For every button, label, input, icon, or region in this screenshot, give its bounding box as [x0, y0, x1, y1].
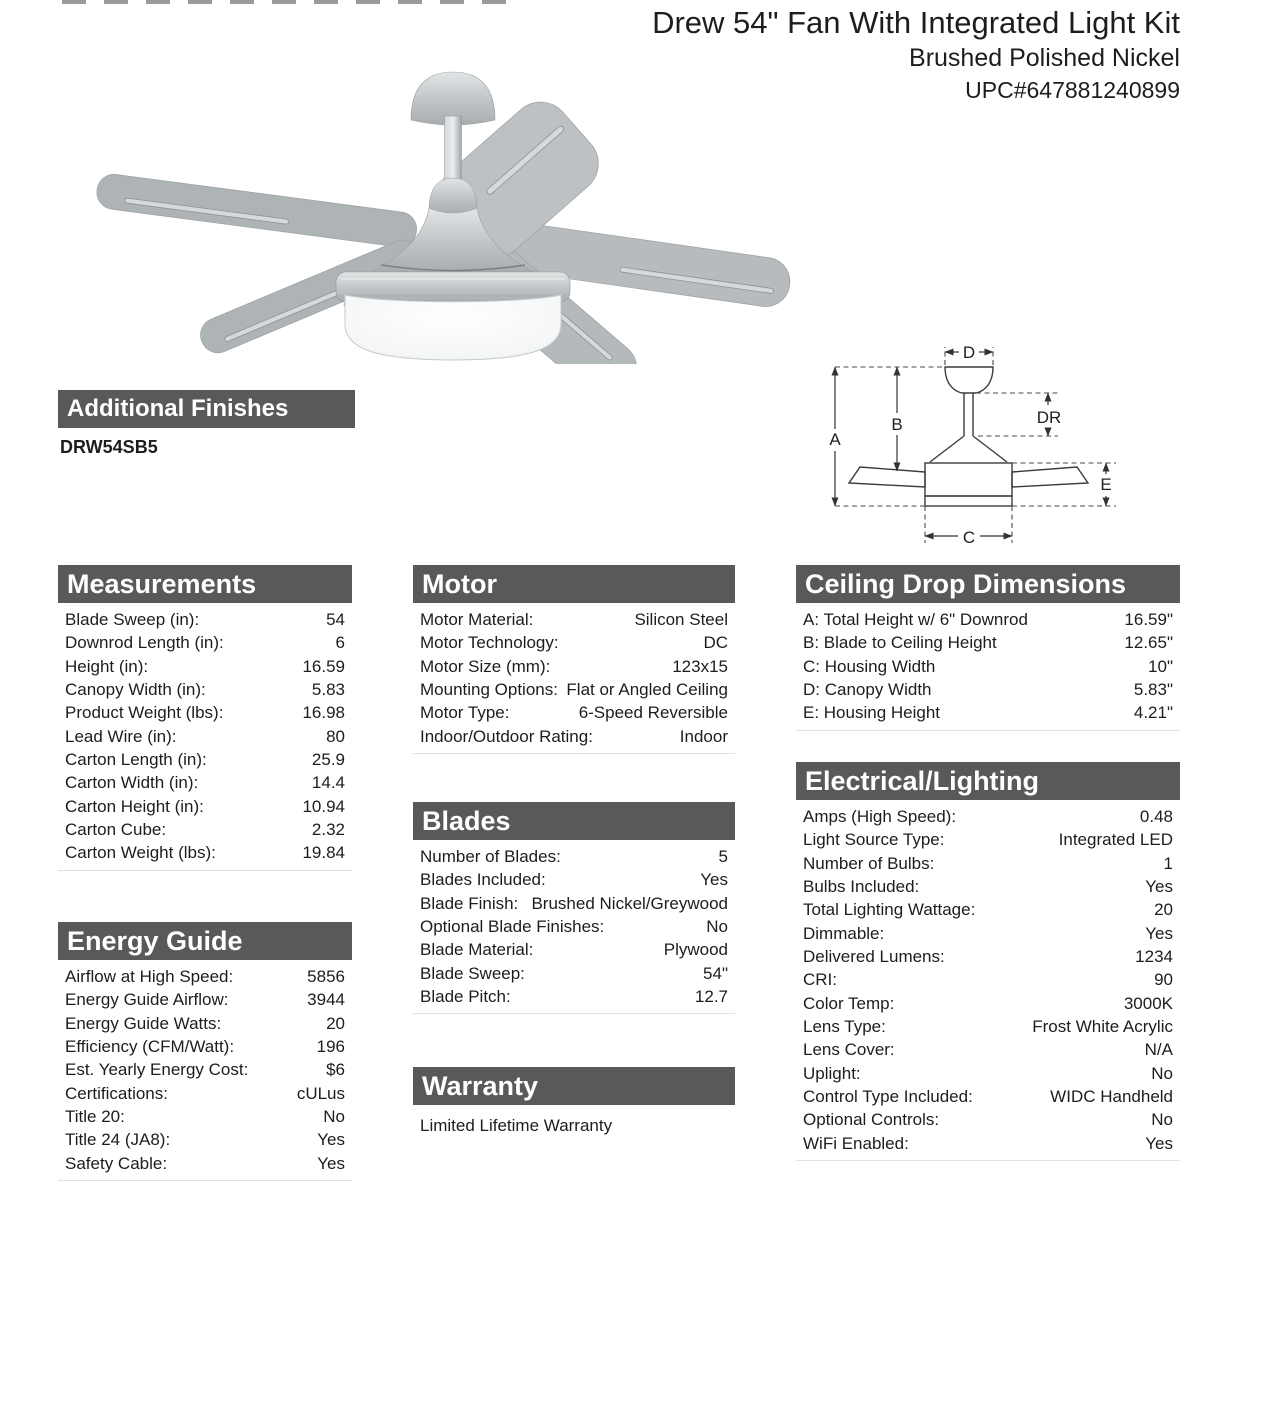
spec-row [58, 988, 352, 1011]
spec-row [413, 985, 735, 1008]
spec-label: Safety Cable: [65, 1153, 168, 1173]
spec-label: Motor Technology: [420, 633, 559, 653]
spec-value: 5856 [307, 967, 345, 986]
spec-label: Canopy Width (in): [65, 680, 206, 700]
spec-label: E: Housing Height [803, 703, 941, 723]
spec-row [796, 1015, 1180, 1038]
spec-value: 4.21" [1133, 703, 1173, 723]
spec-label: Lens Type: [803, 1017, 886, 1037]
energy-guide-section [58, 922, 352, 1181]
blades-section [413, 802, 735, 1014]
spec-value: Plywood [663, 940, 728, 960]
spec-row [413, 655, 735, 678]
spec-row [58, 795, 352, 818]
spec-value: 3944 [307, 990, 345, 1010]
spec-row [796, 945, 1180, 968]
spec-value: No [1151, 1110, 1173, 1130]
spec-row [58, 771, 352, 794]
spec-row [796, 898, 1180, 921]
upc-code: UPC#647881240899 [965, 77, 1180, 103]
spec-value: Flat or Angled Ceiling [566, 680, 728, 700]
spec-value: 90 [1154, 970, 1173, 990]
spec-value: $6 [326, 1060, 345, 1080]
spec-label: Total Lighting Wattage: [803, 900, 976, 920]
diagram-fan-outline [849, 367, 1088, 506]
spec-label: Title 20: [65, 1107, 125, 1127]
spec-row [58, 701, 352, 724]
spec-value: No [323, 1107, 345, 1127]
energy-guide-header: Energy Guide [58, 922, 352, 960]
cutoff-text-remnant [62, 0, 508, 4]
measurements-header: Measurements [58, 565, 352, 603]
spec-label: Lens Cover: [803, 1040, 895, 1060]
spec-value: Frost White Acrylic [1032, 1017, 1173, 1037]
spec-value: Yes [317, 1130, 345, 1150]
spec-value: Indoor [679, 726, 728, 746]
electrical-lighting-table [796, 800, 1180, 1161]
spec-label: Carton Cube: [65, 820, 167, 840]
spec-value: cULus [296, 1083, 345, 1103]
spec-label: Lead Wire (in): [65, 726, 177, 746]
spec-label: Dimmable: [803, 923, 885, 943]
light-kit-lens [345, 295, 561, 360]
spec-row [58, 1152, 352, 1175]
spec-row [413, 915, 735, 938]
spec-value: 3000K [1123, 993, 1173, 1013]
spec-value: 0.48 [1139, 807, 1173, 826]
blades-table [413, 840, 735, 1014]
spec-row [796, 631, 1180, 654]
spec-value: 54 [326, 610, 345, 629]
ceiling-drop-header: Ceiling Drop Dimensions [796, 565, 1180, 603]
spec-value: Yes [700, 870, 728, 890]
spec-label: A: Total Height w/ 6" Downrod [803, 610, 1028, 629]
ceiling-drop-diagram [818, 333, 1163, 558]
dim-label-d: D [962, 343, 976, 362]
spec-row [58, 631, 352, 654]
spec-label: Height (in): [65, 656, 149, 676]
spec-row [796, 805, 1180, 828]
spec-value: Yes [317, 1153, 345, 1173]
spec-label: Blade Finish: [420, 893, 519, 913]
spec-value: Yes [1145, 923, 1173, 943]
diagram-reference-lines [835, 347, 1116, 543]
warranty-note: Limited Lifetime Warranty [420, 1116, 613, 1135]
spec-row [796, 875, 1180, 898]
spec-value: 1 [1163, 853, 1173, 873]
spec-label: WiFi Enabled: [803, 1133, 909, 1153]
warranty-section [413, 1067, 735, 1136]
fan-product-image [78, 52, 802, 364]
spec-value: 10" [1148, 656, 1173, 676]
spec-label: Delivered Lumens: [803, 947, 945, 967]
spec-row [58, 608, 352, 631]
spec-row [413, 892, 735, 915]
spec-label: Airflow at High Speed: [65, 967, 234, 986]
spec-label: Blade Sweep (in): [65, 610, 200, 629]
spec-label: Energy Guide Airflow: [65, 990, 229, 1010]
spec-row [413, 678, 735, 701]
spec-value: Brushed Nickel/Greywood [531, 893, 728, 913]
spec-label: Amps (High Speed): [803, 807, 957, 826]
diagram-labels [829, 343, 1111, 547]
spec-value: 16.59" [1124, 610, 1173, 629]
dim-label-e: E [1100, 475, 1112, 494]
spec-label: Number of Bulbs: [803, 853, 935, 873]
blades-header: Blades [413, 802, 735, 840]
spec-row [58, 1035, 352, 1058]
spec-label: Uplight: [803, 1063, 861, 1083]
spec-value: Integrated LED [1058, 830, 1173, 850]
spec-value: WIDC Handheld [1050, 1087, 1173, 1107]
spec-row [58, 841, 352, 864]
spec-value: 20 [1154, 900, 1173, 920]
spec-value: Yes [1145, 877, 1173, 897]
spec-label: Optional Blade Finishes: [420, 917, 605, 937]
spec-row [796, 1132, 1180, 1155]
spec-value: 123x15 [672, 656, 728, 676]
spec-row [58, 678, 352, 701]
spec-value: 6-Speed Reversible [578, 703, 728, 723]
spec-row [58, 1012, 352, 1035]
spec-label: Motor Type: [420, 703, 510, 723]
spec-label: Carton Height (in): [65, 796, 204, 816]
dim-label-c: C [962, 528, 976, 547]
spec-row [413, 845, 735, 868]
dim-label-dr: DR [1036, 408, 1062, 427]
spec-value: 19.84 [302, 843, 345, 863]
spec-value: N/A [1144, 1040, 1173, 1060]
additional-finishes-section [58, 390, 355, 458]
spec-row [796, 678, 1180, 701]
spec-value: 196 [316, 1037, 345, 1057]
spec-label: Number of Blades: [420, 847, 561, 866]
spec-label: Blade Material: [420, 940, 534, 960]
motor-table [413, 603, 735, 754]
spec-label: B: Blade to Ceiling Height [803, 633, 997, 653]
spec-value: 16.98 [302, 703, 345, 723]
spec-label: Blade Sweep: [420, 963, 525, 983]
spec-value: 12.7 [694, 987, 728, 1007]
spec-value: 54" [703, 963, 728, 983]
spec-row [58, 748, 352, 771]
additional-finishes-header: Additional Finishes [58, 390, 355, 428]
spec-row [58, 1105, 352, 1128]
spec-row [58, 1082, 352, 1105]
spec-row [413, 725, 735, 748]
spec-label: Title 24 (JA8): [65, 1130, 171, 1150]
spec-label: Carton Weight (lbs): [65, 843, 216, 863]
spec-label: Indoor/Outdoor Rating: [420, 726, 593, 746]
spec-row [413, 868, 735, 891]
finish-name: Brushed Polished Nickel [909, 44, 1180, 72]
spec-label: Efficiency (CFM/Watt): [65, 1037, 235, 1057]
measurements-table [58, 603, 352, 871]
finish-model-number: DRW54SB5 [60, 437, 158, 457]
spec-row [58, 725, 352, 748]
spec-value: No [706, 917, 728, 937]
spec-value: 6 [335, 633, 345, 653]
spec-label: Bulbs Included: [803, 877, 920, 897]
spec-row [796, 852, 1180, 875]
spec-label: Light Source Type: [803, 830, 945, 850]
spec-row [413, 962, 735, 985]
spec-value: 12.65" [1124, 633, 1173, 653]
spec-label: Energy Guide Watts: [65, 1013, 222, 1033]
spec-row [796, 922, 1180, 945]
spec-value: 14.4 [311, 773, 345, 793]
spec-label: Optional Controls: [803, 1110, 940, 1130]
motor-header: Motor [413, 565, 735, 603]
spec-value: 5.83" [1133, 680, 1173, 700]
spec-value: 1234 [1135, 947, 1173, 967]
spec-value: DC [703, 633, 728, 653]
spec-label: Est. Yearly Energy Cost: [65, 1060, 249, 1080]
energy-guide-table [58, 960, 352, 1181]
spec-value: No [1151, 1063, 1173, 1083]
spec-label: Motor Size (mm): [420, 656, 551, 676]
spec-value: 80 [326, 726, 345, 746]
spec-label: Control Type Included: [803, 1087, 973, 1107]
electrical-lighting-section [796, 762, 1180, 1161]
spec-row [796, 828, 1180, 851]
ceiling-drop-table [796, 603, 1180, 731]
spec-row [796, 701, 1180, 724]
spec-value: 20 [326, 1013, 345, 1033]
spec-label: C: Housing Width [803, 656, 936, 676]
spec-label: Downrod Length (in): [65, 633, 224, 653]
electrical-lighting-header: Electrical/Lighting [796, 762, 1180, 800]
dim-label-b: B [891, 415, 903, 434]
spec-row [796, 608, 1180, 631]
diagram-dimension-lines [835, 352, 1106, 536]
spec-label: D: Canopy Width [803, 680, 932, 700]
spec-row [58, 1128, 352, 1151]
spec-label: CRI: [803, 970, 837, 990]
spec-label: Carton Width (in): [65, 773, 199, 793]
spec-label: Blade Pitch: [420, 987, 511, 1007]
spec-row [413, 938, 735, 961]
spec-label: Carton Length (in): [65, 750, 207, 770]
warranty-header: Warranty [413, 1067, 735, 1105]
spec-label: Mounting Options: [420, 680, 558, 700]
spec-row [58, 818, 352, 841]
spec-value: 25.9 [311, 750, 345, 770]
spec-label: Certifications: [65, 1083, 168, 1103]
spec-label: Color Temp: [803, 993, 895, 1013]
measurements-section [58, 565, 352, 871]
spec-row [796, 1062, 1180, 1085]
spec-label: Motor Material: [420, 610, 534, 629]
spec-value: 10.94 [302, 796, 345, 816]
spec-row [413, 701, 735, 724]
spec-value: Yes [1145, 1133, 1173, 1153]
spec-label: Blades Included: [420, 870, 546, 890]
spec-value: 16.59 [302, 656, 345, 676]
spec-row [58, 655, 352, 678]
spec-row [796, 968, 1180, 991]
spec-value: 5 [718, 847, 728, 866]
spec-row [413, 631, 735, 654]
product-title: Drew 54" Fan With Integrated Light Kit [652, 5, 1180, 40]
spec-row [58, 1058, 352, 1081]
spec-row [796, 1085, 1180, 1108]
spec-row [796, 1108, 1180, 1131]
spec-row [796, 992, 1180, 1015]
ceiling-drop-section [796, 565, 1180, 731]
motor-section [413, 565, 735, 754]
spec-row [796, 1038, 1180, 1061]
spec-value: 2.32 [311, 820, 345, 840]
spec-row [413, 608, 735, 631]
spec-row [58, 965, 352, 988]
dim-label-a: A [829, 430, 841, 449]
spec-value: Silicon Steel [634, 610, 728, 629]
spec-label: Product Weight (lbs): [65, 703, 224, 723]
spec-row [796, 655, 1180, 678]
spec-value: 5.83 [311, 680, 345, 700]
